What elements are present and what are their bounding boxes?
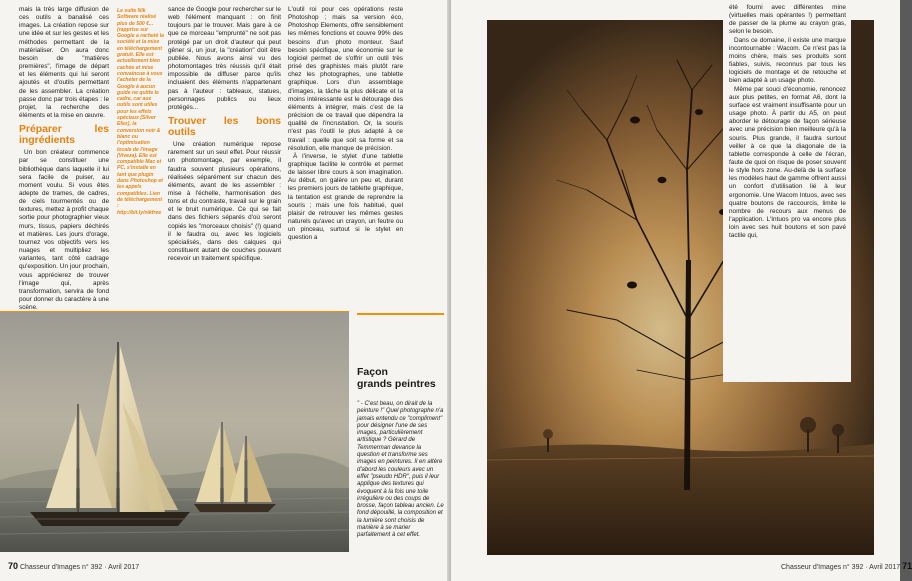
right-folio xyxy=(781,561,912,571)
column-3 xyxy=(288,6,403,243)
sidebar-box xyxy=(357,366,444,540)
body-text: mais la très large diffusion de ces outils a banalisé ces images. La création repose sur une idée et sur les gestes et les méthodes permettant de la matérialiser. On aura donc besoin de "matières premières", l'image de départ et les éléments qui lui seront ajoutés et d'outils permettant de les assembler. La création passe donc par trois étapes : le projet, la recherche des éléments et la mise en œuvre. xyxy=(19,6,109,120)
body-text: Un bon créateur commence par se constituer une bibliothèque dans laquelle il lui sera facile de puiser, au moment voulu. Si vous êtes adepte de trames, de cadres, de ciels tourmentés ou de textures, mettez à profit chaque sortie pour photographier vieux murs, tissus, papiers déchirés et matières. Les jours d'orage, tournez vos objectifs vers les nuages et multipliez les variantes, tant côté cadrage qu'exposition. Un jour prochain, vous apprécierez de trouver l'image qui, après transformation, servira de fond pour donner du caractère à une scène. xyxy=(19,149,109,312)
body-text: L'outil roi pour ces opérations reste Photoshop ; mais sa version éco, Photoshop Elements, offre sensiblement les mêmes fonctions et couvre 99% des besoins d'un photo monteur. Sauf besoin spécifique, une économie sur le logiciel permet de s'offrir un outil très prisé des graphistes mais plutôt rare chez les photographes, une tablette graphique. Lors d'un assemblage d'images, la tâche la plus délicate et la moins intéressante est le détourage des éléments à intégrer, mais c'est de la précision de ce travail que dépendra la qualité de l'incrustation. Or, la souris n'est pas l'outil le plus adapté à ce travail : quelle que soit sa forme et sa résolution, elle manque de précision. xyxy=(288,6,403,152)
sidebar-title-line2: grands peintres xyxy=(357,378,436,390)
sidebar-quote: " - C'est beau, on dirait de la peinture !" Quel photographe n'a jamais entendu ce "compliment" pour désigner l'une de ses images, particulièrement artistique ? Gérard de Temmerman devance la question et transforme ses images en peintures. Il en altère d'abord les couleurs avec un effet "pseudo HDR", puis il leur applique des textures qui évoquent à la fois une toile irrégulière ou des coups de brosse, façon tableau ancien. Le fond dépouillé, la composition et la lumière sont choisis de manière à se marier parfaitement à cet effet. xyxy=(357,401,444,539)
left-folio xyxy=(8,561,139,571)
body-text: Une création numérique repose rarement sur un seul effet. Pour réussir un photomontage, par exemple, il faudra souvent plusieurs opérations, réalisées séparément sur chacun des éléments, avant de les assembler : mise à l'échelle, harmonisation des tons et du contraste, travail sur le grain et le bruit numérique. Ce qui se fait dans des fichiers séparés d'où seront copiés les "morceaux choisis" (!) quand il le faudra ou, avec les logiciels spécialisés, dans des calques qui constituent autant de couches pouvant recevoir un traitement spécifique. xyxy=(168,141,281,263)
page-number: 71 xyxy=(902,561,912,571)
body-text: À l'inverse, le stylet d'une tablette graphique facilite le contrôle et permet de laisser libre cours à son imagination. Au début, on galère un peu et, durant les premiers jours de tablette graphique, la tentation est grande de reprendre la souris ; mais une fois habitué, quel plaisir de retrouver les mêmes gestes naturels qu'avec un crayon, un feutre ou un pinceau, surtout si le stylet en question a xyxy=(288,152,403,242)
body-text: Même par souci d'économie, renoncez aux plus petites, en format A6, dont la surface est vraiment insuffisante pour un usage photo. À partir du A5, on peut aborder le détourage de façon sérieuse avec une précision bien meilleure qu'à la souris. Plus grande, il faudra surtout veiller à ce que la diagonale de la tablette corresponde à celle de l'écran, faute de quoi on risque de poser souvent le style hors zone. Au-delà de la surface les modèles haut de gamme offrent aussi un confort d'utilisation lié à leur ergonomie. Une Wacom Intuos, avec ses quatre boutons de raccourcis, limite le nombre de recours aux menus de l'application. L'Intuos pro va encore plus loin avec ses huit boutons et son pavé tactile qui, xyxy=(729,85,846,240)
column-2 xyxy=(168,6,281,263)
body-text: Dans ce domaine, il existe une marque incontournable : Wacom. Ce n'est pas la moins chère, mais ses produits sont fiables, suivis, reconnus par tous les logiciels de montage et de retouche et bien adapté à un usage photo. xyxy=(729,36,846,85)
section-heading: Trouver les bons outils xyxy=(168,116,281,139)
margin-note: Le suite Nik Software réalisé plus de 500 €... (rapprise sur Google a racheté la société et la mise en téléchargement gratuit. Elle est actuellement bien cachée et mise convaincue à vous l'acheter de la Google à aucun guide ne quitte le cadre, car aux outils sont utiles pour les effets spéciaux (Silver Efex), la conversion noir & blanc ou l'optimisation locale de l'image (Viveza). Elle est compatible Mac et PC, s'installe en tant que plugin dans Photoshop et les appels compatibles. Lien de téléchargement : http://bit.ly/nikfree xyxy=(117,8,164,216)
page-number: 70 xyxy=(8,561,19,571)
section-heading: Préparer les ingrédients xyxy=(19,124,109,147)
folio-text: Chasseur d'Images n° 392 · Avril 2017 xyxy=(781,564,901,571)
folio-text: Chasseur d'Images n° 392 · Avril 2017 xyxy=(19,564,140,571)
body-text: été fourni avec différentes mine (virtuelles mais opérantes !) permettant de passer de la plume au crayon gras, selon le besoin. xyxy=(729,4,846,36)
left-page xyxy=(0,0,449,581)
body-text: sance de Google pour rechercher sur le web l'élément manquant : on finit toujours par le trouver. Mais gare à ce que ce morceau "emprunté" ne soit pas protégé par un droit d'auteur qui peut gêner si, un jour, la "création" doit être publiée. Nous avons ainsi vu des photomontages très réussis qu'il était impossible de diffuser parce qu'ils incluaient des éléments n'appartenant pas à l'auteur : tableaux, statues, personnages publics ou lieux protégés... xyxy=(168,6,281,111)
sidebar-rule xyxy=(357,313,444,315)
right-column xyxy=(729,4,846,241)
column-1 xyxy=(19,6,109,337)
sailing-ships-photo xyxy=(0,312,349,552)
sidebar-title-line1: Façon xyxy=(357,366,388,378)
ships-illustration xyxy=(0,312,349,552)
